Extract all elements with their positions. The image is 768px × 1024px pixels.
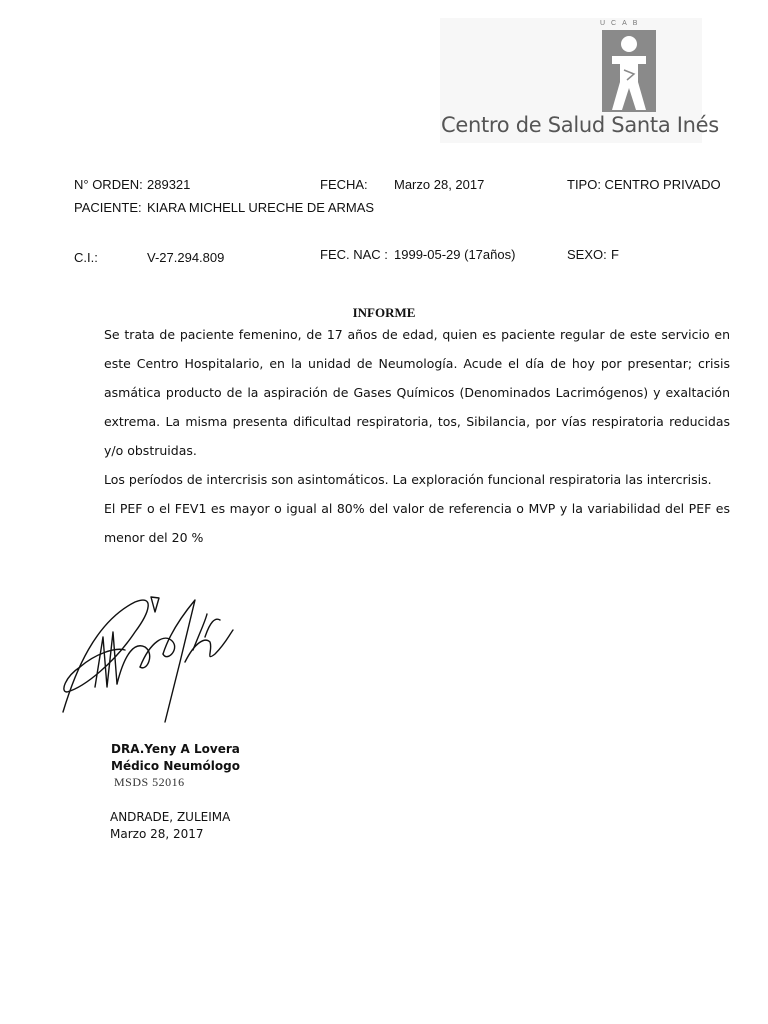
- tipo-field: TIPO: CENTRO PRIVADO: [567, 177, 721, 192]
- logo-title: Centro de Salud Santa Inés: [441, 113, 719, 137]
- ci-label: C.I.:: [74, 250, 98, 265]
- paciente-value: KIARA MICHELL URECHE DE ARMAS: [147, 200, 375, 215]
- doctor-name: DRA.Yeny A Lovera: [111, 742, 240, 756]
- orden-value: 289321: [147, 177, 191, 192]
- sexo-value: F: [611, 247, 619, 262]
- report-paragraph: El PEF o el FEV1 es mayor o igual al 80% del valor de referencia o MVP y la variabilidad del PEF es menor del 20 %: [104, 501, 730, 545]
- orden-label: N° ORDEN:: [74, 177, 143, 192]
- paciente-label: PACIENTE:: [74, 200, 142, 215]
- report-paragraph: Los períodos de intercrisis son asintomáticos. La exploración funcional respiratoria las intercrisis.: [104, 472, 712, 487]
- fecnac-value: 1999-05-29 (17años): [394, 247, 516, 262]
- footer-date: Marzo 28, 2017: [110, 827, 204, 841]
- sexo-label: SEXO:: [567, 247, 607, 262]
- doctor-title: Médico Neumólogo: [111, 759, 240, 773]
- handwritten-signature: [55, 592, 245, 747]
- report-title: INFORME: [352, 305, 416, 320]
- report-paragraph: Se trata de paciente femenino, de 17 años de edad, quien es paciente regular de este servicio en este Centro Hospitalario, en la unidad de Neumología. Acude el día de hoy por presentar; crisis asmática producto de la aspiración de Gases Químicos (Denominados Lacrimógenos) y exaltación extrema. La misma presenta dificultad respiratoria, tos, Sibilancia, por vías respiratoria reducidas y/o obstruidas.: [104, 327, 730, 458]
- fecha-value: Marzo 28, 2017: [394, 177, 485, 192]
- fecnac-label: FEC. NAC :: [320, 247, 388, 262]
- doctor-msds: MSDS 52016: [114, 775, 185, 789]
- fecha-label: FECHA:: [320, 177, 368, 192]
- footer-name: ANDRADE, ZULEIMA: [110, 810, 231, 824]
- ci-value: V-27.294.809: [147, 250, 225, 265]
- logo-tag: UCAB: [600, 20, 644, 27]
- logo-figure-icon: [602, 30, 656, 117]
- report-body: [104, 320, 730, 552]
